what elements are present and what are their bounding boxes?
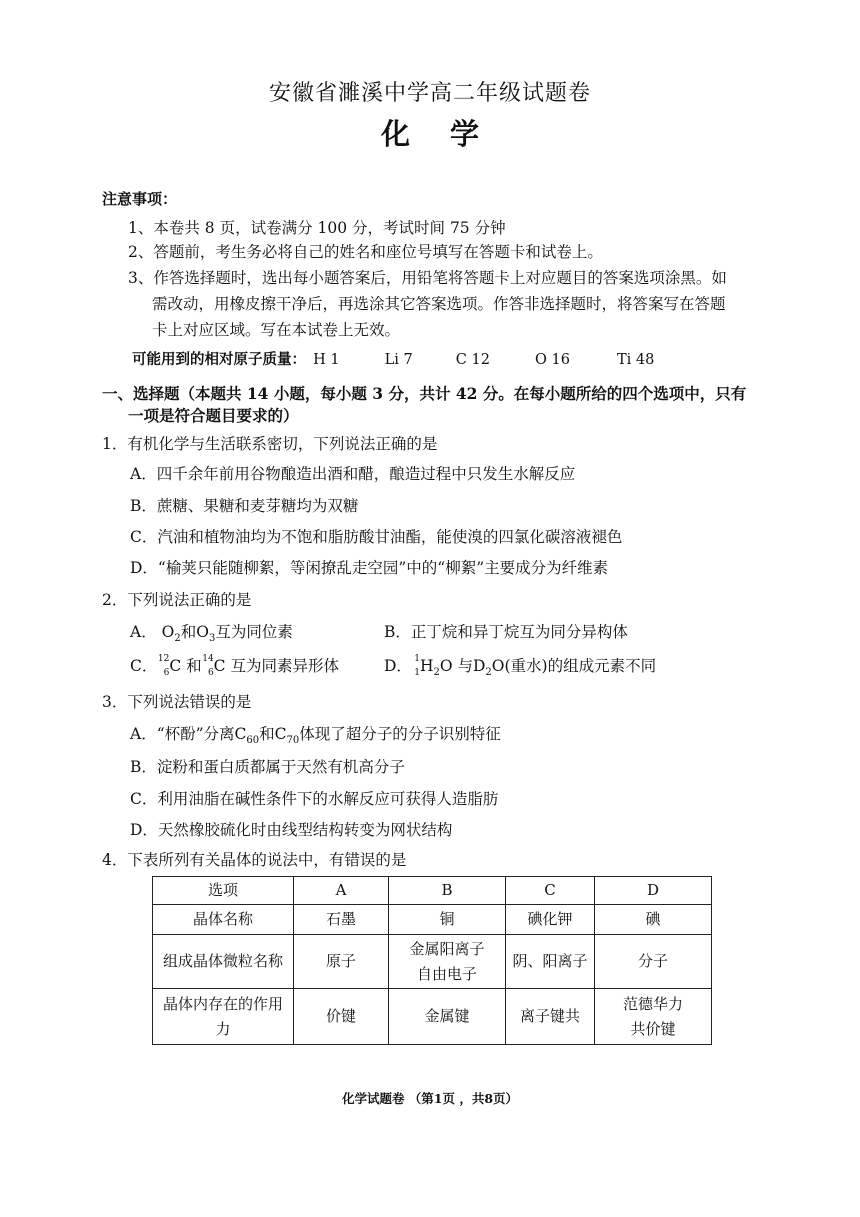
table-cell: 晶体名称 bbox=[153, 905, 294, 935]
table-header-cell: D bbox=[595, 877, 712, 905]
atomic-mass-label: 可能用到的相对原子质量： bbox=[132, 351, 306, 368]
note-item-3: 3、作答选择题时，选出每小题答案后，用铅笔将答题卡上对应题目的答案选项涂黑。如 bbox=[128, 269, 727, 287]
option-text: C 互为同素异形体 bbox=[213, 657, 339, 675]
question-1-stem: 1．有机化学与生活联系密切，下列说法正确的是 bbox=[102, 435, 438, 453]
table-header-cell: A bbox=[294, 877, 389, 905]
question-3-option-d: D．天然橡胶硫化时由线型结构转变为网状结构 bbox=[130, 821, 453, 839]
question-3-option-b: B．淀粉和蛋白质都属于天然有机高分子 bbox=[130, 758, 405, 776]
question-2-option-c bbox=[130, 654, 339, 676]
section-heading-cont: 一项是符合题目要求的） bbox=[128, 406, 299, 425]
note-item-3-cont2: 卡上对应区域。写在本试卷上无效。 bbox=[152, 321, 401, 339]
question-2-option-a bbox=[130, 620, 293, 644]
subscript: 60 bbox=[246, 735, 260, 747]
option-text: 互为同位素 bbox=[215, 623, 293, 641]
formula-text: O 与D bbox=[439, 657, 486, 675]
crystal-table bbox=[152, 876, 712, 1045]
atomic-mass-li: Li 7 bbox=[384, 352, 413, 368]
formula-text: 和O bbox=[180, 623, 209, 641]
note-item-3-cont: 需改动，用橡皮擦干净后，再选涂其它答案选项。作答非选择题时，将答案写在答题 bbox=[152, 295, 726, 313]
table-cell: 离子键共 bbox=[506, 989, 595, 1045]
subscript: 2 bbox=[433, 667, 440, 679]
question-1-option-a: A．四千余年前用谷物酿造出酒和醋，酿造过程中只发生水解反应 bbox=[130, 465, 576, 483]
table-header-cell: 选项 bbox=[153, 877, 294, 905]
option-text: 体现了超分子的分子识别特征 bbox=[299, 725, 501, 743]
option-d-prefix: D． bbox=[384, 657, 412, 675]
table-row bbox=[153, 935, 712, 989]
table-cell: 碘 bbox=[595, 905, 712, 935]
atomic-mass-line bbox=[132, 348, 654, 369]
table-cell: 原子 bbox=[294, 935, 389, 989]
formula-text: C 和 bbox=[169, 657, 202, 675]
subscript: 70 bbox=[286, 735, 300, 747]
question-1-option-d: D．“榆荚只能随柳絮，等闲撩乱走空园”中的“柳絮”主要成分为纤维素 bbox=[130, 559, 609, 577]
table-cell: 石墨 bbox=[294, 905, 389, 935]
note-item-1: 1、本卷共 8 页，试卷满分 100 分，考试时间 75 分钟 bbox=[128, 219, 506, 237]
table-header-cell: C bbox=[506, 877, 595, 905]
cell-line: 晶体内存在的作用 bbox=[162, 994, 283, 1013]
table-row bbox=[153, 989, 712, 1045]
mass-number: 1 bbox=[414, 654, 420, 664]
page-footer: 化学试题卷 （第1页 ，共8页） bbox=[341, 1091, 519, 1106]
mass-number: 14 bbox=[202, 654, 214, 664]
option-text: O(重水)的组成元素不同 bbox=[491, 657, 657, 675]
cell-line: 范德华力 bbox=[622, 994, 683, 1013]
atomic-mass-o: O 16 bbox=[535, 352, 570, 368]
subscript: 3 bbox=[208, 633, 216, 645]
option-a-prefix: A． bbox=[130, 623, 157, 641]
question-2-option-b: B．正丁烷和异丁烷互为同分异构体 bbox=[384, 623, 628, 641]
subscript: 2 bbox=[174, 633, 181, 645]
option-c-prefix: C． bbox=[130, 657, 158, 675]
question-4-stem: 4．下表所列有关晶体的说法中，有错误的是 bbox=[102, 851, 407, 869]
atomic-number: 1 bbox=[414, 668, 420, 678]
question-2-option-d bbox=[384, 654, 656, 678]
subscript: 2 bbox=[485, 667, 492, 679]
cell-line: 力 bbox=[215, 1019, 231, 1038]
question-3-stem: 3．下列说法错误的是 bbox=[102, 693, 252, 711]
formula-text: 和C bbox=[259, 725, 287, 743]
note-item-2: 2、答题前，考生务必将自己的姓名和座位号填写在答题卡和试卷上。 bbox=[128, 243, 603, 261]
question-2-stem: 2．下列说法正确的是 bbox=[102, 591, 252, 609]
table-row bbox=[153, 877, 712, 905]
subject-title: 化学 bbox=[380, 117, 519, 151]
cell-line: 共价键 bbox=[630, 1019, 676, 1038]
cell-line: 自由电子 bbox=[416, 964, 477, 983]
question-3-option-c: C．利用油脂在碱性条件下的水解反应可获得人造脂肪 bbox=[130, 790, 499, 808]
section-heading: 一、选择题（本题共 14 小题，每小题 3 分，共计 42 分。在每小题所给的四个选项中，只有 bbox=[102, 384, 747, 403]
table-cell: 金属键 bbox=[389, 989, 506, 1045]
oxygen-symbol: O bbox=[161, 623, 175, 641]
atomic-number: 6 bbox=[207, 668, 214, 678]
atomic-mass-h: H 1 bbox=[313, 352, 340, 368]
isotope-notation bbox=[202, 654, 214, 678]
table-cell: 组成晶体微粒名称 bbox=[153, 935, 294, 989]
table-cell: 铜 bbox=[389, 905, 506, 935]
table-header-cell: B bbox=[389, 877, 506, 905]
table-cell: 分子 bbox=[595, 935, 712, 989]
isotope-notation bbox=[157, 654, 170, 678]
table-cell bbox=[595, 989, 712, 1045]
isotope-notation bbox=[412, 654, 420, 678]
cell-line: 金属阳离子 bbox=[409, 939, 485, 958]
atomic-number: 6 bbox=[163, 668, 170, 678]
school-title: 安徽省濉溪中学高二年级试题卷 bbox=[268, 81, 591, 106]
question-1-option-b: B．蔗糖、果糖和麦芽糖均为双糖 bbox=[130, 497, 359, 515]
table-cell bbox=[153, 989, 294, 1045]
question-3-option-a bbox=[130, 722, 501, 746]
table-cell bbox=[389, 935, 506, 989]
question-1-option-c: C．汽油和植物油均为不饱和脂肪酸甘油酯，能使溴的四氯化碳溶液褪色 bbox=[130, 528, 623, 546]
atomic-mass-ti: Ti 48 bbox=[617, 352, 655, 368]
notes-title: 注意事项： bbox=[102, 190, 178, 208]
option-text: A．“杯酚”分离C bbox=[130, 725, 247, 743]
hydrogen-symbol: H bbox=[419, 657, 434, 675]
table-cell: 价键 bbox=[294, 989, 389, 1045]
table-cell: 阴、阳离子 bbox=[506, 935, 595, 989]
mass-number: 12 bbox=[157, 654, 170, 664]
atomic-mass-c: C 12 bbox=[455, 352, 490, 368]
table-row bbox=[153, 905, 712, 935]
table-cell: 碘化钾 bbox=[506, 905, 595, 935]
